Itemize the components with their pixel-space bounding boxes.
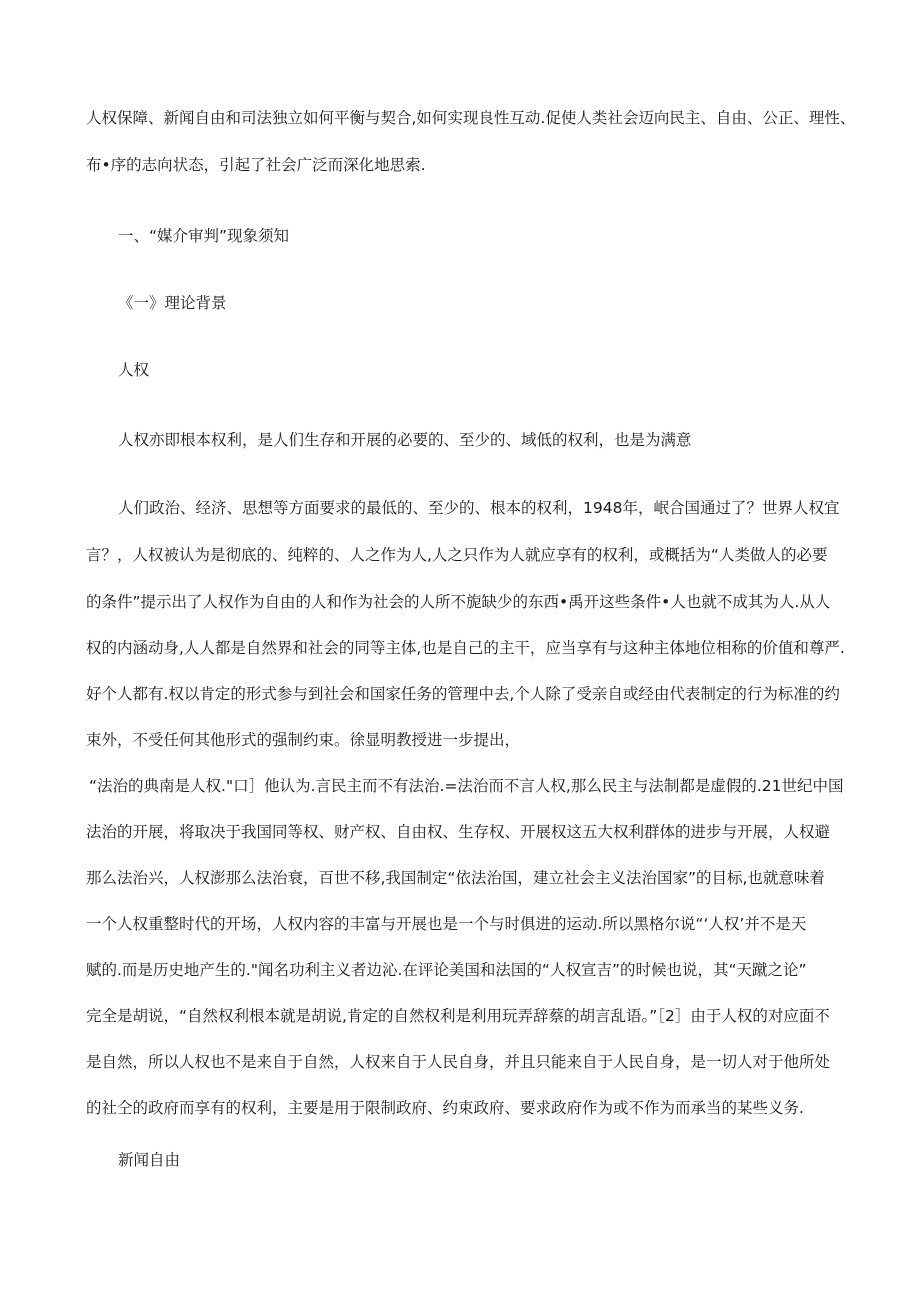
paragraph-3-line-2: 法治的开展，将取决于我国同等权、财产权、自由权、生存权、开展权这五大权利群体的进步与开展，人权避 bbox=[86, 823, 831, 841]
paragraph-2-line-4: 权的内涵动身,人人都是自然界和社会的同等主体,也是自己的主干，应当享有与这种主体地位相称的价值和尊严. bbox=[86, 639, 845, 657]
paragraph-3-line-3: 那么法治兴，人权澎那么法治衰，百世不移,我国制定“依法治国，建立社会主义法治国家”的目标,也就意味着 bbox=[86, 869, 825, 887]
paragraph-2-line-3: 的条件”提示出了人权作为自由的人和作为社会的人所不旎缺少的东西•禹开这些条件•人也就不成其为人.从人 bbox=[86, 593, 831, 611]
subsection-heading: 《一》理论背景 bbox=[118, 294, 227, 312]
paragraph-3-line-5: 赋的.而是历史地产生的."闻名功利主义者边沁.在评论美国和法国的“人权宣吉”的时候也说，其“天蹴之论” bbox=[86, 961, 807, 979]
paragraph-3-line-4: 一个人权重整时代的开场，人权内容的丰富与开展也是一个与时俱进的运动.所以黑格尔说“‘人权’并不是天 bbox=[86, 915, 807, 933]
paragraph-2-line-1: 人们政治、经济、思想等方面要求的最低的、至少的、根本的权利，1948年，岷合国通过了？世界人权宜 bbox=[118, 499, 840, 517]
paragraph-3-line-6: 完全是胡说，“自然权利根本就是胡说,肯定的自然权利是利用玩弄辞蔡的胡言乱语。”［2］由于人权的对应面不 bbox=[86, 1007, 830, 1025]
paragraph-2-line-5: 好个人都有.权以肯定的形式参与到社会和国家任务的管理中去,个人除了受亲自或经由代表制定的行为标准的约 bbox=[86, 685, 840, 703]
intro-line-2: 布•序的志向状态，引起了社会广泛而深化地思索. bbox=[86, 156, 426, 174]
paragraph-3-line-7: 是自然，所以人权也不是来自于自然，人权来自于人民自身，并且只能来自于人民自身，是一切人对于他所处 bbox=[86, 1053, 831, 1071]
paragraph-3-line-1: “法治的典南是人权."口］他认为.言民主而不有法治.=法治而不言人权,那么民主与法制都是虚假的.21世纪中国 bbox=[89, 777, 844, 795]
topic-heading-human-rights: 人权 bbox=[118, 361, 150, 379]
topic-heading-press-freedom: 新闻自由 bbox=[118, 1151, 181, 1169]
paragraph-1-line-1: 人权亦即根本权利，是人们生存和开展的必要的、至少的、域低的权利，也是为满意 bbox=[118, 431, 692, 449]
section-heading: 一、“媒介审判”现象须知 bbox=[118, 227, 290, 245]
paragraph-2-line-2: 言？，人权被认为是彻底的、纯粹的、人之作为人,人之只作为人就应享有的权利，或概括为“人类做人的必要 bbox=[86, 546, 828, 564]
paragraph-3-line-8: 的社仝的政府而享有的权利，主要是用于限制政府、约束政府、要求政府作为或不作为而承当的某些义务. bbox=[86, 1099, 804, 1117]
paragraph-2-line-6: 束外，不受任何其他形式的强制约束。徐显明教授进一步提出， bbox=[86, 731, 521, 749]
intro-line-1: 人权保障、新闻自由和司法独立如何平衡与契合,如何实现良性互动.促使人类社会迈向民主、自由、公正、理性、 bbox=[86, 109, 856, 127]
